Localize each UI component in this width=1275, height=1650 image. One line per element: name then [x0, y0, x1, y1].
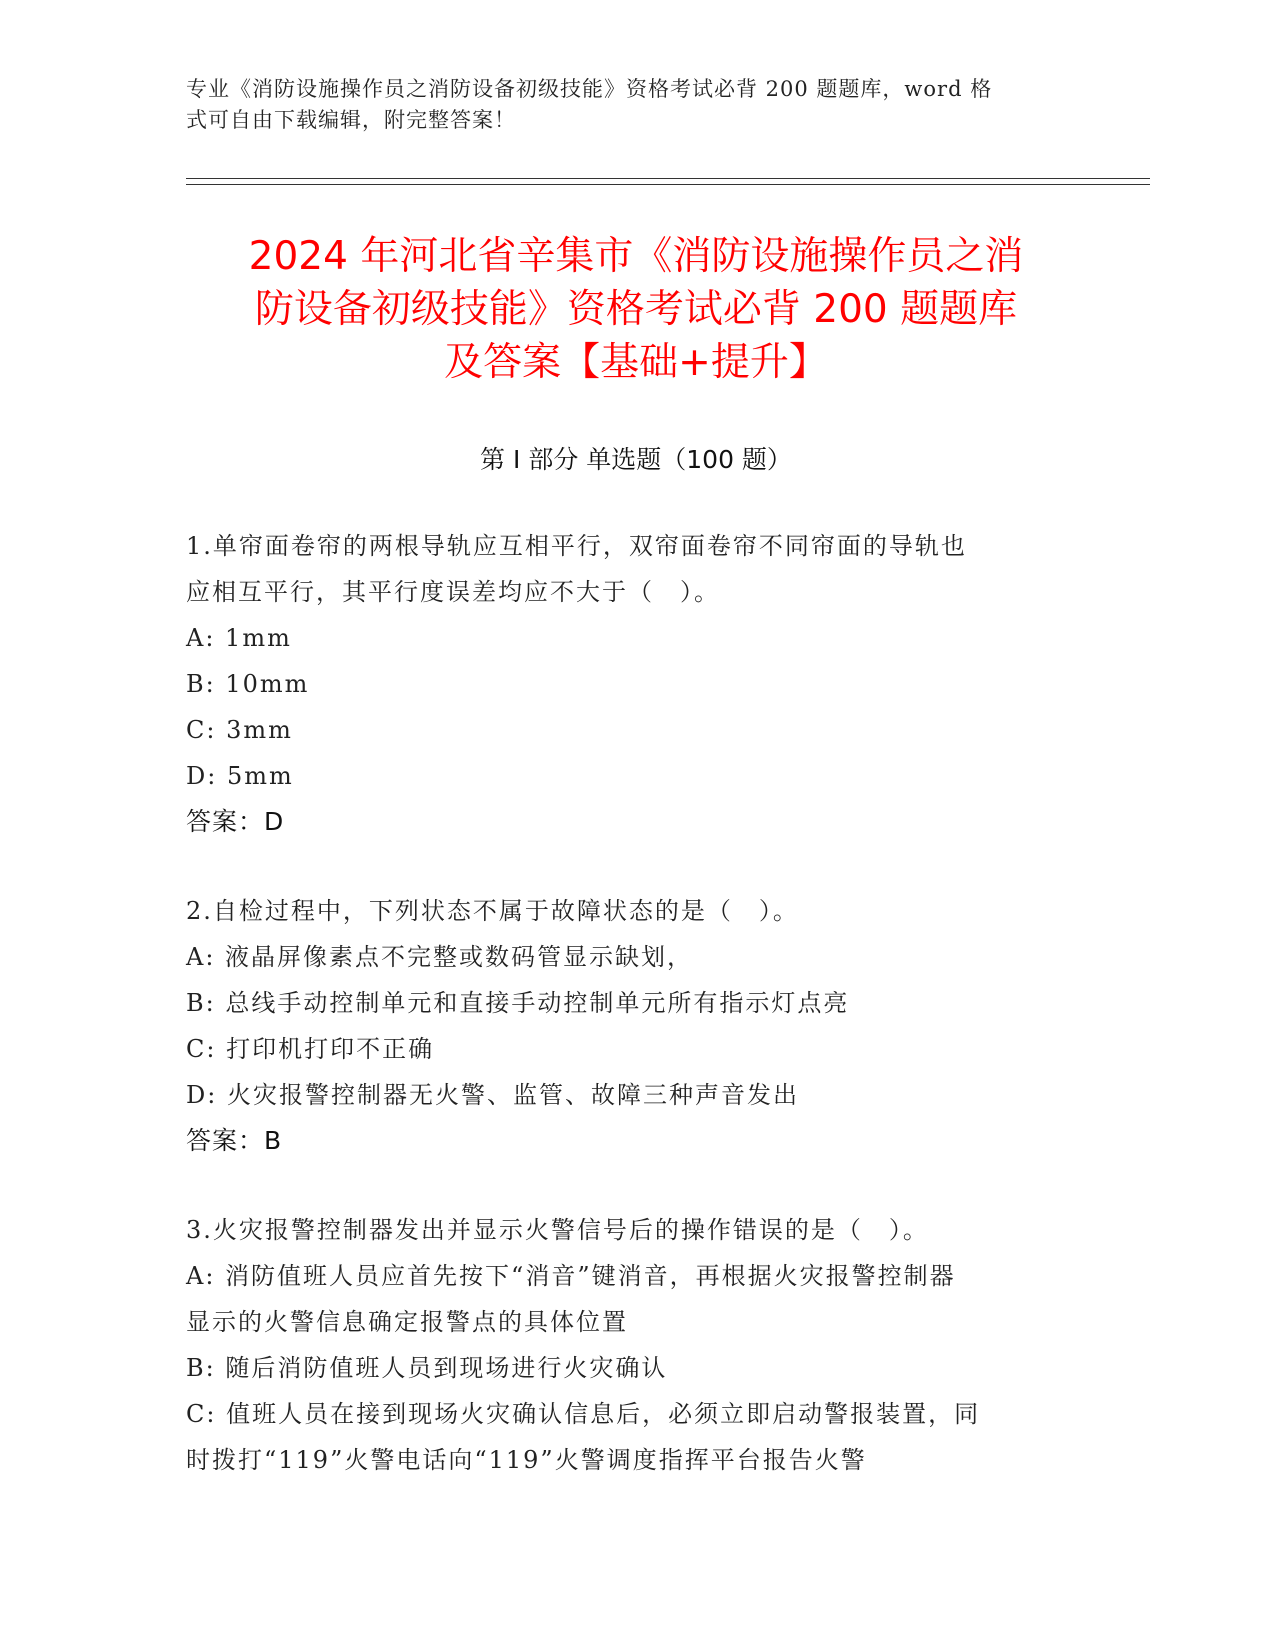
option-c-continued: 时拨打“119”火警电话向“119”火警调度指挥平台报告火警	[186, 1446, 867, 1474]
question-stem: 1.单帘面卷帘的两根导轨应互相平行，双帘面卷帘不同帘面的导轨也	[186, 532, 967, 560]
question-2	[186, 888, 1086, 1164]
question-stem: 应相互平行，其平行度误差均应不大于（ ）。	[186, 578, 720, 606]
option-b: B: 10mm	[186, 670, 310, 698]
question-1	[186, 523, 1086, 845]
option-a-continued: 显示的火警信息确定报警点的具体位置	[186, 1308, 628, 1336]
question-3	[186, 1207, 1086, 1483]
option-c: C: 打印机打印不正确	[186, 1035, 435, 1063]
document-title	[186, 230, 1086, 389]
option-d: D: 5mm	[186, 762, 294, 790]
title-line: 2024 年河北省辛集市《消防设施操作员之消	[248, 234, 1024, 279]
header-note	[186, 74, 1086, 136]
title-line: 防设备初级技能》资格考试必背 200 题题库	[254, 287, 1018, 332]
option-c: C: 3mm	[186, 716, 293, 744]
option-b: B: 随后消防值班人员到现场进行火灾确认	[186, 1354, 668, 1382]
answer: 答案：D	[186, 807, 285, 836]
option-c: C: 值班人员在接到现场火灾确认信息后，必须立即启动警报装置，同	[186, 1400, 981, 1428]
header-divider-top	[186, 178, 1150, 179]
option-d: D: 火灾报警控制器无火警、监管、故障三种声音发出	[186, 1081, 799, 1109]
header-divider-bottom	[186, 184, 1150, 185]
title-line: 及答案【基础+提升】	[444, 340, 828, 385]
header-note-line: 专业《消防设施操作员之消防设备初级技能》资格考试必背 200 题题库，word 格	[186, 77, 993, 101]
question-list	[186, 523, 1086, 1526]
header-note-line: 式可自由下载编辑，附完整答案！	[186, 108, 516, 132]
option-a: A: 消防值班人员应首先按下“消音”键消音，再根据火灾报警控制器	[186, 1262, 956, 1290]
question-stem: 2.自检过程中，下列状态不属于故障状态的是（ ）。	[186, 897, 799, 925]
question-stem: 3.火灾报警控制器发出并显示火警信号后的操作错误的是（ ）。	[186, 1216, 929, 1244]
answer: 答案：B	[186, 1126, 283, 1155]
section-heading: 第 I 部分 单选题（100 题）	[480, 445, 792, 474]
option-a: A: 液晶屏像素点不完整或数码管显示缺划，	[186, 943, 694, 971]
option-b: B: 总线手动控制单元和直接手动控制单元所有指示灯点亮	[186, 989, 850, 1017]
option-a: A: 1mm	[186, 624, 292, 652]
